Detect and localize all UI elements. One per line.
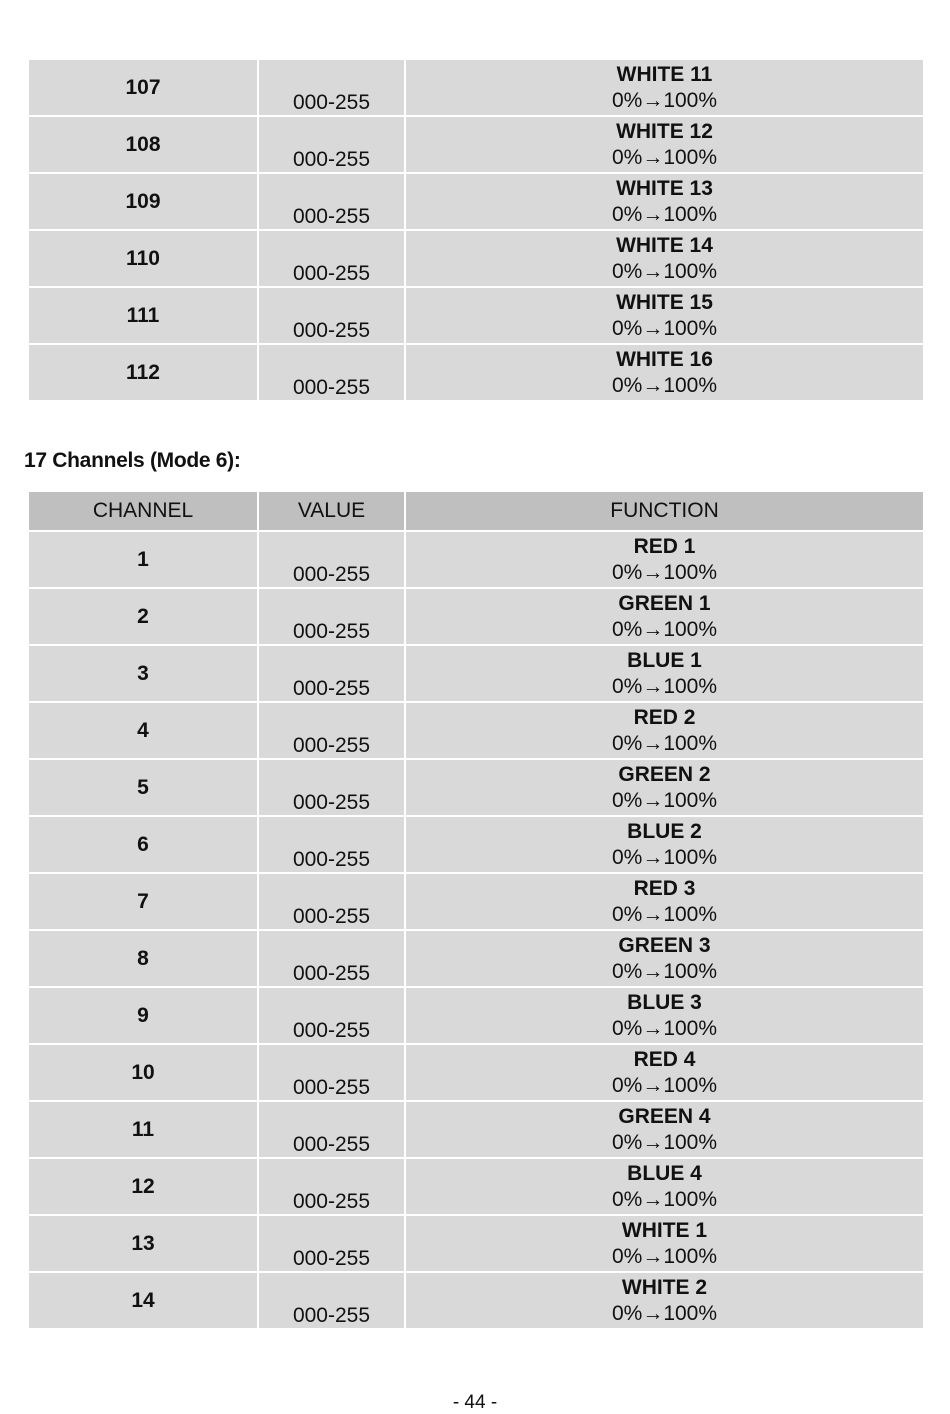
table-row bbox=[28, 588, 924, 645]
function-cell bbox=[405, 173, 924, 230]
header-function: FUNCTION bbox=[405, 491, 924, 531]
value-cell: 000-255 bbox=[258, 287, 405, 344]
channel-cell: 8 bbox=[28, 930, 258, 987]
value-cell: 000-255 bbox=[258, 59, 405, 116]
function-range: 0%→100% bbox=[611, 560, 718, 584]
dmx-table-mode-6 bbox=[28, 491, 924, 1329]
function-range: 0%→100% bbox=[611, 902, 718, 926]
value-cell: 000-255 bbox=[258, 702, 405, 759]
table-row bbox=[28, 645, 924, 702]
function-cell bbox=[405, 1272, 924, 1329]
table-row bbox=[28, 1158, 924, 1215]
function-cell bbox=[405, 816, 924, 873]
value-cell: 000-255 bbox=[258, 1158, 405, 1215]
table-row bbox=[28, 759, 924, 816]
function-range: 0%→100% bbox=[611, 88, 718, 112]
function-name: WHITE 11 bbox=[616, 62, 713, 86]
value-cell: 000-255 bbox=[258, 1101, 405, 1158]
value-cell: 000-255 bbox=[258, 873, 405, 930]
function-range: 0%→100% bbox=[611, 1073, 718, 1097]
function-cell bbox=[405, 344, 924, 401]
value-cell: 000-255 bbox=[258, 645, 405, 702]
channel-cell: 13 bbox=[28, 1215, 258, 1272]
table-row bbox=[28, 287, 924, 344]
function-name: WHITE 1 bbox=[621, 1218, 708, 1242]
table-row bbox=[28, 116, 924, 173]
value-cell: 000-255 bbox=[258, 230, 405, 287]
function-name: BLUE 2 bbox=[627, 819, 702, 843]
function-cell bbox=[405, 1044, 924, 1101]
channel-cell: 110 bbox=[28, 230, 258, 287]
function-name: RED 3 bbox=[633, 876, 696, 900]
function-cell bbox=[405, 759, 924, 816]
value-cell: 000-255 bbox=[258, 759, 405, 816]
function-name: WHITE 2 bbox=[621, 1275, 708, 1299]
channel-cell: 107 bbox=[28, 59, 258, 116]
header-value: VALUE bbox=[258, 491, 405, 531]
function-name: WHITE 13 bbox=[616, 176, 713, 200]
page-number: - 44 - bbox=[452, 1392, 498, 1413]
value-cell: 000-255 bbox=[258, 987, 405, 1044]
dmx-table-continued bbox=[28, 59, 924, 401]
function-name: GREEN 1 bbox=[618, 591, 711, 615]
function-cell bbox=[405, 873, 924, 930]
value-cell: 000-255 bbox=[258, 930, 405, 987]
table-row bbox=[28, 531, 924, 588]
function-range: 0%→100% bbox=[611, 731, 718, 755]
function-name: WHITE 12 bbox=[616, 119, 713, 143]
channel-cell: 14 bbox=[28, 1272, 258, 1329]
channel-cell: 1 bbox=[28, 531, 258, 588]
function-cell bbox=[405, 1158, 924, 1215]
function-cell bbox=[405, 1101, 924, 1158]
channel-cell: 111 bbox=[28, 287, 258, 344]
table-row bbox=[28, 344, 924, 401]
channel-cell: 2 bbox=[28, 588, 258, 645]
table-row bbox=[28, 987, 924, 1044]
function-range: 0%→100% bbox=[611, 145, 718, 169]
channel-cell: 11 bbox=[28, 1101, 258, 1158]
function-name: WHITE 16 bbox=[616, 347, 713, 371]
function-cell bbox=[405, 116, 924, 173]
table-row bbox=[28, 873, 924, 930]
value-cell: 000-255 bbox=[258, 344, 405, 401]
channel-cell: 3 bbox=[28, 645, 258, 702]
table-row bbox=[28, 59, 924, 116]
table-row bbox=[28, 1272, 924, 1329]
channel-cell: 109 bbox=[28, 173, 258, 230]
value-cell: 000-255 bbox=[258, 1044, 405, 1101]
table-row bbox=[28, 230, 924, 287]
function-cell bbox=[405, 987, 924, 1044]
table-row bbox=[28, 1101, 924, 1158]
table-row bbox=[28, 702, 924, 759]
function-range: 0%→100% bbox=[611, 1016, 718, 1040]
function-range: 0%→100% bbox=[611, 202, 718, 226]
function-cell bbox=[405, 702, 924, 759]
section-heading: 17 Channels (Mode 6): bbox=[24, 449, 241, 472]
channel-cell: 112 bbox=[28, 344, 258, 401]
function-range: 0%→100% bbox=[611, 316, 718, 340]
channel-cell: 108 bbox=[28, 116, 258, 173]
value-cell: 000-255 bbox=[258, 1272, 405, 1329]
function-cell bbox=[405, 1215, 924, 1272]
function-name: RED 4 bbox=[633, 1047, 696, 1071]
function-name: GREEN 3 bbox=[618, 933, 711, 957]
function-name: GREEN 4 bbox=[618, 1104, 711, 1128]
value-cell: 000-255 bbox=[258, 1215, 405, 1272]
function-range: 0%→100% bbox=[611, 1301, 718, 1325]
table-row bbox=[28, 1044, 924, 1101]
channel-cell: 4 bbox=[28, 702, 258, 759]
function-range: 0%→100% bbox=[611, 617, 718, 641]
channel-cell: 5 bbox=[28, 759, 258, 816]
function-range: 0%→100% bbox=[611, 788, 718, 812]
function-range: 0%→100% bbox=[611, 1187, 718, 1211]
table-row bbox=[28, 930, 924, 987]
function-cell bbox=[405, 930, 924, 987]
function-range: 0%→100% bbox=[611, 959, 718, 983]
function-range: 0%→100% bbox=[611, 373, 718, 397]
function-cell bbox=[405, 531, 924, 588]
function-range: 0%→100% bbox=[611, 674, 718, 698]
function-name: BLUE 4 bbox=[627, 1161, 702, 1185]
function-cell bbox=[405, 230, 924, 287]
function-range: 0%→100% bbox=[611, 1130, 718, 1154]
function-cell bbox=[405, 645, 924, 702]
function-name: BLUE 1 bbox=[627, 648, 702, 672]
channel-cell: 12 bbox=[28, 1158, 258, 1215]
table-row bbox=[28, 816, 924, 873]
table-header-row bbox=[28, 491, 924, 531]
channel-cell: 7 bbox=[28, 873, 258, 930]
channel-cell: 10 bbox=[28, 1044, 258, 1101]
value-cell: 000-255 bbox=[258, 816, 405, 873]
channel-cell: 9 bbox=[28, 987, 258, 1044]
function-cell bbox=[405, 588, 924, 645]
function-range: 0%→100% bbox=[611, 845, 718, 869]
function-name: BLUE 3 bbox=[627, 990, 702, 1014]
function-name: WHITE 15 bbox=[616, 290, 713, 314]
value-cell: 000-255 bbox=[258, 116, 405, 173]
function-name: RED 1 bbox=[633, 534, 696, 558]
value-cell: 000-255 bbox=[258, 531, 405, 588]
header-channel: CHANNEL bbox=[28, 491, 258, 531]
function-cell bbox=[405, 287, 924, 344]
function-range: 0%→100% bbox=[611, 259, 718, 283]
function-name: GREEN 2 bbox=[618, 762, 711, 786]
channel-cell: 6 bbox=[28, 816, 258, 873]
value-cell: 000-255 bbox=[258, 588, 405, 645]
function-name: RED 2 bbox=[633, 705, 696, 729]
function-name: WHITE 14 bbox=[616, 233, 713, 257]
value-cell: 000-255 bbox=[258, 173, 405, 230]
function-range: 0%→100% bbox=[611, 1244, 718, 1268]
table-row bbox=[28, 173, 924, 230]
function-cell bbox=[405, 59, 924, 116]
table-row bbox=[28, 1215, 924, 1272]
